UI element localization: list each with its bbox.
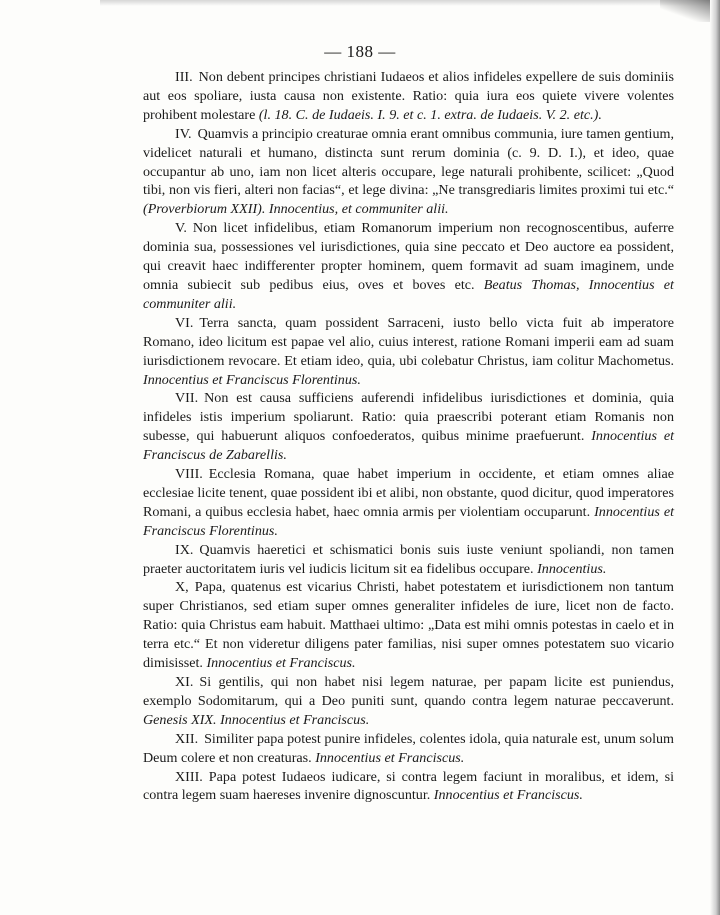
paragraph-number: III. [175,69,193,85]
paragraph-viii [143,465,674,541]
paragraph-number: IV. [175,125,192,142]
paragraph-number: XI. [175,674,194,690]
paragraph-text: Papa potest Iudaeos iudicare, si contra legem faciunt in moralibus, et idem, si contra legem suam haereses invenire dignoscuntur. [143,768,674,804]
paragraph-text: Si gentilis, qui non habet nisi legem naturae, per papam licite est puniendus, exemplo Sodomitarum, qui a Deo puniti sunt, quando contra legem naturae peccaverunt. [143,674,674,709]
paragraph-number: IX. [175,541,194,558]
paragraph-text: Terra sancta, quam possident Sarraceni, iusto bello victa fuit ab imperatore Romano, ideo licitum est papae vel alio, cuius interest, ratione Romani imperii eam ad suam iurisdictionem revocare. Et etiam ideo, quia, ubi colebatur Christus, iam colitur Machometus. [143,314,674,369]
paragraph-citation: Innocentius et Franciscus Florentinus. [143,503,675,539]
paragraph-citation: (Proverbiorum XXII). Innocentius, et communiter alii. [143,201,449,218]
paragraph-xi [143,673,674,730]
paragraph-text: Non licet infidelibus, etiam Romanorum imperium non recognoscentibus, auferre dominia sua, possessiones vel iurisdictiones, quia sine peccato et Deo auctore ea possident, qui creavit haec indifferenter propter hominem, quem formavit ad suam imaginem, unde omnia subiecit sub pedibus eius, oves et boves etc. [143,220,674,293]
paragraph-ix [143,541,674,579]
paragraph-citation: Innocentius. [537,560,607,577]
paragraph-vii [143,389,674,465]
paragraph-iv [143,125,674,220]
paragraph-xii [143,730,674,768]
paragraph-citation: Innocentius et Franciscus. [433,787,583,804]
page-top-edge-shadow [100,0,720,6]
paragraph-text: Quamvis haeretici et schismatici bonis suis iuste veniunt spoliandi, non tamen praeter auctoritatem iuris vel iudicis licitum sit ea fidelibus occupare. [143,541,674,577]
paragraph-xiii [143,768,674,806]
paragraph-text: Ecclesia Romana, quae habet imperium in occidente, et etiam omnes aliae ecclesiae licite tenent, quae possident ibi et alibi, non obstante, quod dicitur, quod imperatores Romani, a quibus ecclesia habet, haec omnia armis per violentiam occuparunt. [143,466,674,520]
page-number: — 188 — [324,42,396,61]
paragraph-number: VIII. [175,466,203,483]
paragraph-text: Similiter papa potest punire infideles, colentes idola, quia naturale est, unum solum Deum colere et non creaturas. [143,730,674,766]
paragraph-text: Papa, quatenus est vicarius Christi, habet potestatem et iurisdictionem non tantum super Christianos, sed etiam super omnes generaliter infideles de iure, licet non de facto. Ratio: quia Christus eam habuit. Matthaei ultimo: „Data est mihi omnis potestas in caelo et in terra etc.“ Et non videretur diligens pater familias, nisi super omnes potestatem suo vicario dimisisset. [143,579,674,672]
paragraph-number: XIII. [175,768,203,785]
paragraph-iii [143,68,674,125]
paragraph-text: Quamvis a principio creaturae omnia erant omnibus communia, iure tamen gentium, videlicet naturali et humano, distincta sunt rerum dominia (c. 9. D. I.), et ideo, quae occupantur ab uno, iam non licet alteris occupare, lege naturali prohibente, scilicet: „Quod tibi, non vis fieri, alteri non facias“, et lege divina: „Ne transgrediaris limites proximi tui etc.“ [143,125,674,199]
paragraph-number: V. [175,220,187,237]
paragraph-v [143,219,674,314]
paragraph-number: VII. [175,390,199,407]
paragraph-citation: Innocentius et Franciscus de Zabarellis. [143,428,674,464]
paragraph-citation: (l. 18. C. de Iudaeis. I. 9. et c. 1. extra. de Iudaeis. V. 2. etc.). [258,106,602,123]
paragraph-number: X, [175,579,189,596]
paragraph-text: Non debent principes christiani Iudaeos et alios infideles expellere de suis dominiis aut eos spoliare, iusta causa non existente. Ratio: quia iura eos quiete vivere volentes prohibent molestare [143,69,674,123]
paragraph-vi [143,314,674,390]
paragraph-number: XII. [175,730,199,747]
paragraph-x [143,578,674,673]
body-text [143,68,674,805]
page-right-edge-shadow [710,0,720,915]
paragraph-citation: Innocentius et Franciscus. [206,655,356,672]
paragraph-citation: Genesis XIX. Innocentius et Franciscus. [143,711,370,728]
paragraph-citation: Innocentius et Franciscus. [315,749,465,766]
paragraph-number: VI. [175,314,194,331]
paragraph-citation: Innocentius et Franciscus Florentinus. [143,371,361,388]
paragraph-citation: Beatus Thomas, Innocentius et communiter alii. [143,276,674,312]
paragraph-text: Non est causa sufficiens auferendi infidelibus iurisdictiones et dominia, quia infideles istis imperium spoliarunt. Ratio: quia praescribi poterant etiam Romanis non subesse, qui habuerunt aliquos confoederatos, quibus minime praefuerunt. [143,390,674,445]
